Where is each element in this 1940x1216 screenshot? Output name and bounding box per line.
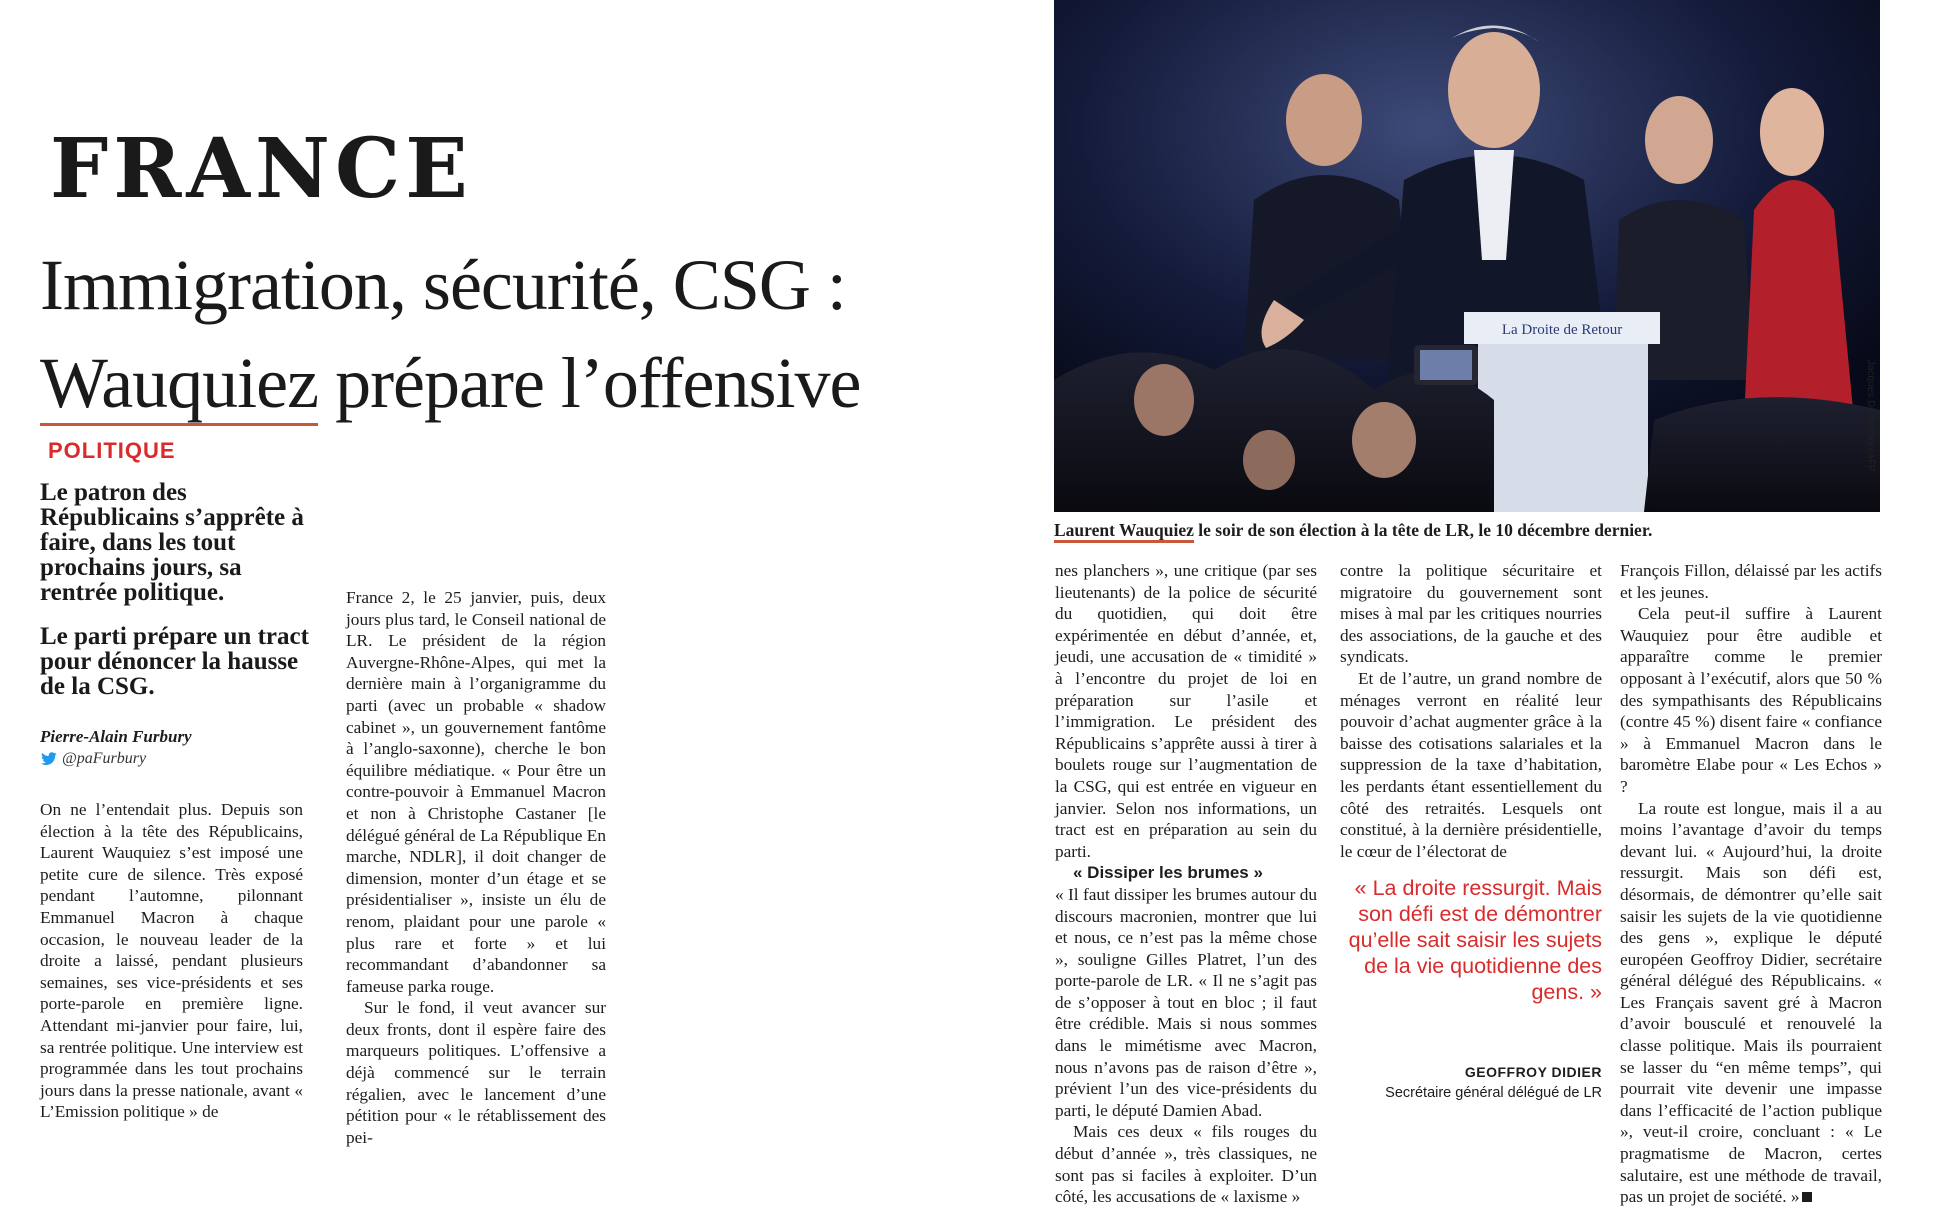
pull-quote: « La droite ressurgit. Mais son défi est de démontrer qu’elle sait saisir les sujets de la vie quotidienne des gens. » [1348, 876, 1602, 1004]
section-rubric: FRANCE [50, 121, 473, 217]
chapo [40, 480, 320, 718]
column-5-paragraph-2: Cela peut-il suffire à Laurent Wauquiez pour être audible et apparaître comme le premier opposant à l’exécutif, alors que 50 % des sympathisants des Républicains (contre 45 %) disent faire « confiance » à Emmanuel Macron dans le baromètre Elabe pour « Les Echos » ? [1620, 604, 1882, 796]
headline-line-2-rest: prépare l’offensive [318, 343, 861, 423]
pull-quote-role: Secrétaire général délégué de LR [1385, 1085, 1602, 1101]
byline-twitter[interactable] [40, 750, 146, 768]
caption-text: le soir de son élection à la tête de LR, le 10 décembre dernier. [1193, 520, 1653, 540]
column-2-paragraph-2: Sur le fond, il veut avancer sur deux fronts, dont il espère faire des marqueurs politiques. L’offensive a déjà commencé sur le terrain régalien, avec le lancement d’une pétition pour « le rétablissement des pei- [346, 998, 606, 1147]
chapo-paragraph-1: Le patron des Républicains s’apprête à faire, dans les tout prochains jours, sa rentrée politique. [40, 479, 304, 606]
column-3-subhead: « Dissiper les brumes » [1073, 863, 1263, 883]
column-1-paragraph: On ne l’entendait plus. Depuis son élection à la tête des Républicains, Laurent Wauquiez s’est imposé une petite cure de silence. Très exposé pendant l’automne, pilonnant Emmanuel Macron à chaque occasion, le nouveau leader de la droite a laissé, pendant plusieurs semaines, ses vice-présidents et ses porte-parole en première ligne. Attendant mi-janvier pour faire, lui, sa rentrée politique. Une interview est programmée dans les tout prochains jours dans la presse nationale, avant « L’Emission politique » de [40, 800, 303, 1122]
headline-line-1: Immigration, sécurité, CSG : [40, 245, 846, 325]
end-mark-icon [1802, 1192, 1812, 1202]
pull-quote-author: GEOFFROY DIDIER [1464, 1064, 1602, 1080]
podium-sign: La Droite de Retour [1501, 322, 1623, 338]
twitter-bird-icon [40, 752, 58, 766]
photo-credit: Jacques Demarthon/AFP [1865, 360, 1876, 472]
twitter-handle[interactable]: @paFurbury [62, 750, 147, 767]
column-4 [1340, 560, 1602, 862]
column-1 [40, 799, 303, 1123]
column-4-paragraph-1: contre la politique sécuritaire et migratoire du gouvernement sont mises à mal par les critiques nourries des associations, de la gauche et des syndicats. [1340, 561, 1602, 667]
headline [40, 236, 860, 432]
column-5-paragraph-3-text: La route est longue, mais il a au moins l’avantage d’avoir du temps devant lui. « Aujourd’hui, la droite ressurgit. Mais son défi est, désormais, de démontrer qu’elle sait saisir les sujets de la vie quotidienne des gens », explique le député européen Geoffroy Didier, secrétaire général délégué des Républicains. « Les Français savent gré à Macron d’avoir bousculé et renouvelé la classe politique. Mais ils pourraient se lasser du “en même temps”, qui pourrait vite devenir une impasse dans l’efficacité de l’action publique », veut-il croire, concluant : « Le pragmatisme de Macron, certes salutaire, est une méthode de travail, pas un projet de société. » [1620, 798, 1882, 1207]
column-3-paragraph-2: « Il faut dissiper les brumes autour du discours macronien, montrer que lui et nous, ce n’est pas la même chose », souligne Gilles Platret, l’un des porte-parole de LR. « Il ne s’agit pas de s’opposer à tout en bloc ; il faut être crédible. Mais si nous sommes dans le mimétisme avec Macron, nous n’avons pas de raison d’être », prévient l’un des vice-présidents du parti, le député Damien Abad. [1055, 884, 1317, 1120]
column-3-paragraph-3: Mais ces deux « fils rouges du début d’année », très classiques, ne sont pas si faciles à exploiter. D’un côté, les accusations de « laxisme » [1055, 1122, 1317, 1207]
byline-author: Pierre-Alain Furbury [40, 727, 192, 746]
photo-illustration [1054, 0, 1880, 512]
column-5-paragraph-3 [1620, 798, 1882, 1208]
headline-name: Wauquiez [40, 343, 318, 426]
column-5-paragraph-1: François Fillon, délaissé par les actifs et les jeunes. [1620, 561, 1882, 602]
caption-name: Laurent Wauquiez [1054, 520, 1194, 543]
photo-caption [1054, 520, 1884, 541]
column-5 [1620, 560, 1882, 1208]
column-3 [1055, 560, 1317, 1208]
photo [1054, 0, 1880, 512]
column-2-paragraph-1: France 2, le 25 janvier, puis, deux jours plus tard, le Conseil national de LR. Le président de la région Auvergne-Rhône-Alpes, qui met la dernière main à l’organigramme du parti (avec un probable « shadow cabinet », un gouvernement fantôme à l’anglo-saxonne), cherche le bon équilibre médiatique. « Pour être un contre-pouvoir à Emmanuel Macron et non à Christophe Castaner [le délégué général de La République En marche, NDLR], il doit changer de dimension, monter d’un étage et se présidentialiser », insiste un élu de renom, plaidant pour une parole « plus rare et forte » et lui recommandant d’abandonner sa fameuse parka rouge. [346, 588, 606, 996]
column-4-paragraph-2: Et de l’autre, un grand nombre de ménages verront en réalité leur pouvoir d’achat augmenter grâce à la baisse des cotisations salariales et la suppression de la taxe d’habitation, les perdants étant essentiellement du côté des retraités. Lesquels ont constitué, à la dernière présidentielle, le cœur de l’électorat de [1340, 668, 1602, 861]
chapo-paragraph-2: Le parti prépare un tract pour dénoncer la hausse de la CSG. [40, 623, 309, 700]
headline-line-2 [40, 334, 860, 432]
column-3-paragraph-1: nes planchers », une critique (par ses lieutenants) de la police de sécurité du quotidien, qui doit être expérimentée en début d’année, et, jeudi, une accusation de « timidité » à l’encontre du projet de loi en préparation sur l’asile et l’immigration. Le président des Républicains s’apprête aussi à tirer à boulets rouge sur l’augmentation de la CSG, qui est entrée en vigueur en janvier. Selon nos informations, un tract est en préparation au sein du parti. [1055, 561, 1317, 861]
column-2 [346, 587, 606, 1148]
kicker: POLITIQUE [48, 438, 176, 463]
